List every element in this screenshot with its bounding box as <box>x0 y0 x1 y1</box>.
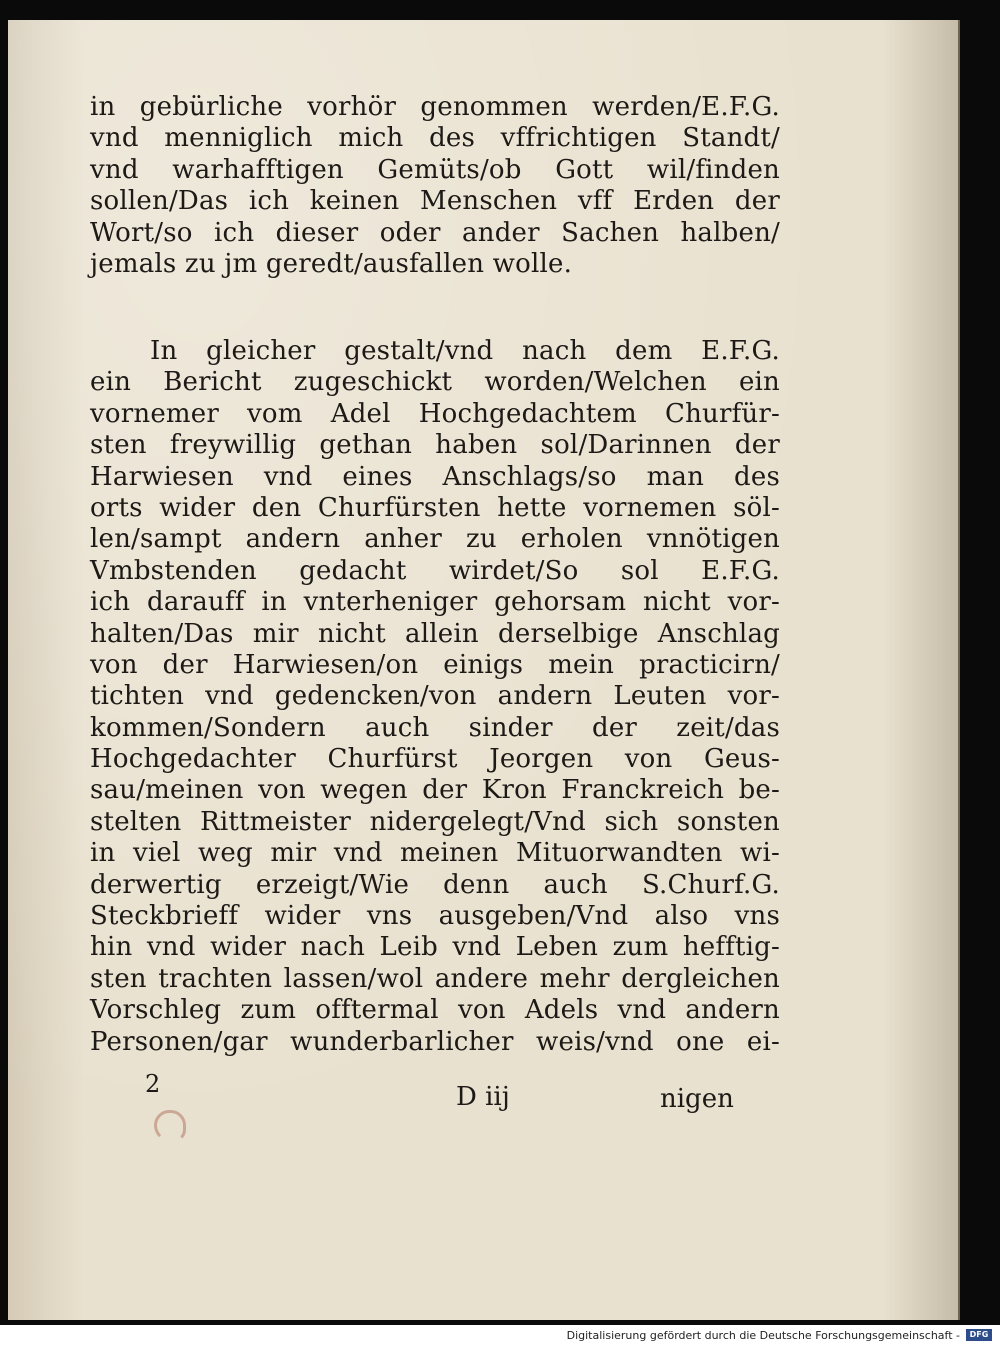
catchword: nigen <box>660 1084 734 1114</box>
dfg-logo-icon[interactable]: DFG <box>966 1329 992 1341</box>
signature-mark: D iij <box>456 1082 510 1112</box>
text-line: derwertig erzeigt/Wie denn auch S.Churf.G. <box>90 869 780 900</box>
text-line: kommen/Sondern auch sinder der zeit/das <box>90 712 780 743</box>
text-line: Personen/gar wunderbarlicher weis/vnd one ei- <box>90 1026 780 1057</box>
text-line: Hochgedachter Churfürst Jeorgen von Geus- <box>90 744 780 775</box>
paragraph-2 <box>90 336 780 1058</box>
text-line: orts wider den Churfürsten hette vornemen söl- <box>90 492 780 523</box>
ink-stain-mark <box>154 1110 186 1142</box>
text-line: halten/Das mir nicht allein derselbige Anschlag <box>90 618 780 649</box>
text-line: Vorschleg zum offtermal von Adels vnd andern <box>90 995 780 1026</box>
text-line: vnd warhafftigen Gemüts/ob Gott wil/finden <box>90 154 780 185</box>
text-line: sten trachten lassen/wol andere mehr dergleichen <box>90 963 780 994</box>
credit-text: Digitalisierung gefördert durch die Deutsche Forschungsgemeinschaft - <box>566 1329 960 1342</box>
text-line: ich darauff in vnterheniger gehorsam nicht vor- <box>90 587 780 618</box>
digitization-credit-bar <box>0 1325 1000 1345</box>
book-page <box>8 20 960 1320</box>
gathering-number: 2 <box>145 1070 161 1098</box>
paragraph-1 <box>90 92 780 280</box>
text-line: jemals zu jm geredt/ausfallen wolle. <box>90 248 573 279</box>
text-line: vornemer vom Adel Hochgedachtem Churfür- <box>90 398 780 429</box>
text-line: von der Harwiesen/on einigs mein practicirn/ <box>90 649 780 680</box>
text-line: sten freywillig gethan haben sol/Darinnen der <box>90 430 780 461</box>
text-line: tichten vnd gedencken/von andern Leuten vor- <box>90 681 780 712</box>
text-line: sau/meinen von wegen der Kron Franckreich be- <box>90 775 780 806</box>
text-line: Wort/so ich dieser oder ander Sachen halben/ <box>90 217 780 248</box>
text-line: Vmbstenden gedacht wirdet/So sol E.F.G. <box>90 555 780 586</box>
text-line: sollen/Das ich keinen Menschen vff Erden der <box>90 186 780 217</box>
text-line: in gebürliche vorhör genommen werden/E.F.G. <box>90 92 780 122</box>
text-line: stelten Rittmeister nidergelegt/Vnd sich sonsten <box>90 806 780 837</box>
text-line: in viel weg mir vnd meinen Mituorwandten wi- <box>90 838 780 869</box>
text-line: vnd menniglich mich des vffrichtigen Standt/ <box>90 123 780 154</box>
text-line: hin vnd wider nach Leib vnd Leben zum hefftig- <box>90 932 780 963</box>
text-line: len/sampt andern anher zu erholen vnnötigen <box>90 524 780 555</box>
text-line: Steckbrieff wider vns ausgeben/Vnd also vns <box>90 901 780 932</box>
text-line: Harwiesen vnd eines Anschlags/so man des <box>90 461 780 492</box>
text-line: ein Bericht zugeschickt worden/Welchen ein <box>90 367 780 398</box>
text-line: In gleicher gestalt/vnd nach dem E.F.G. <box>150 336 780 366</box>
